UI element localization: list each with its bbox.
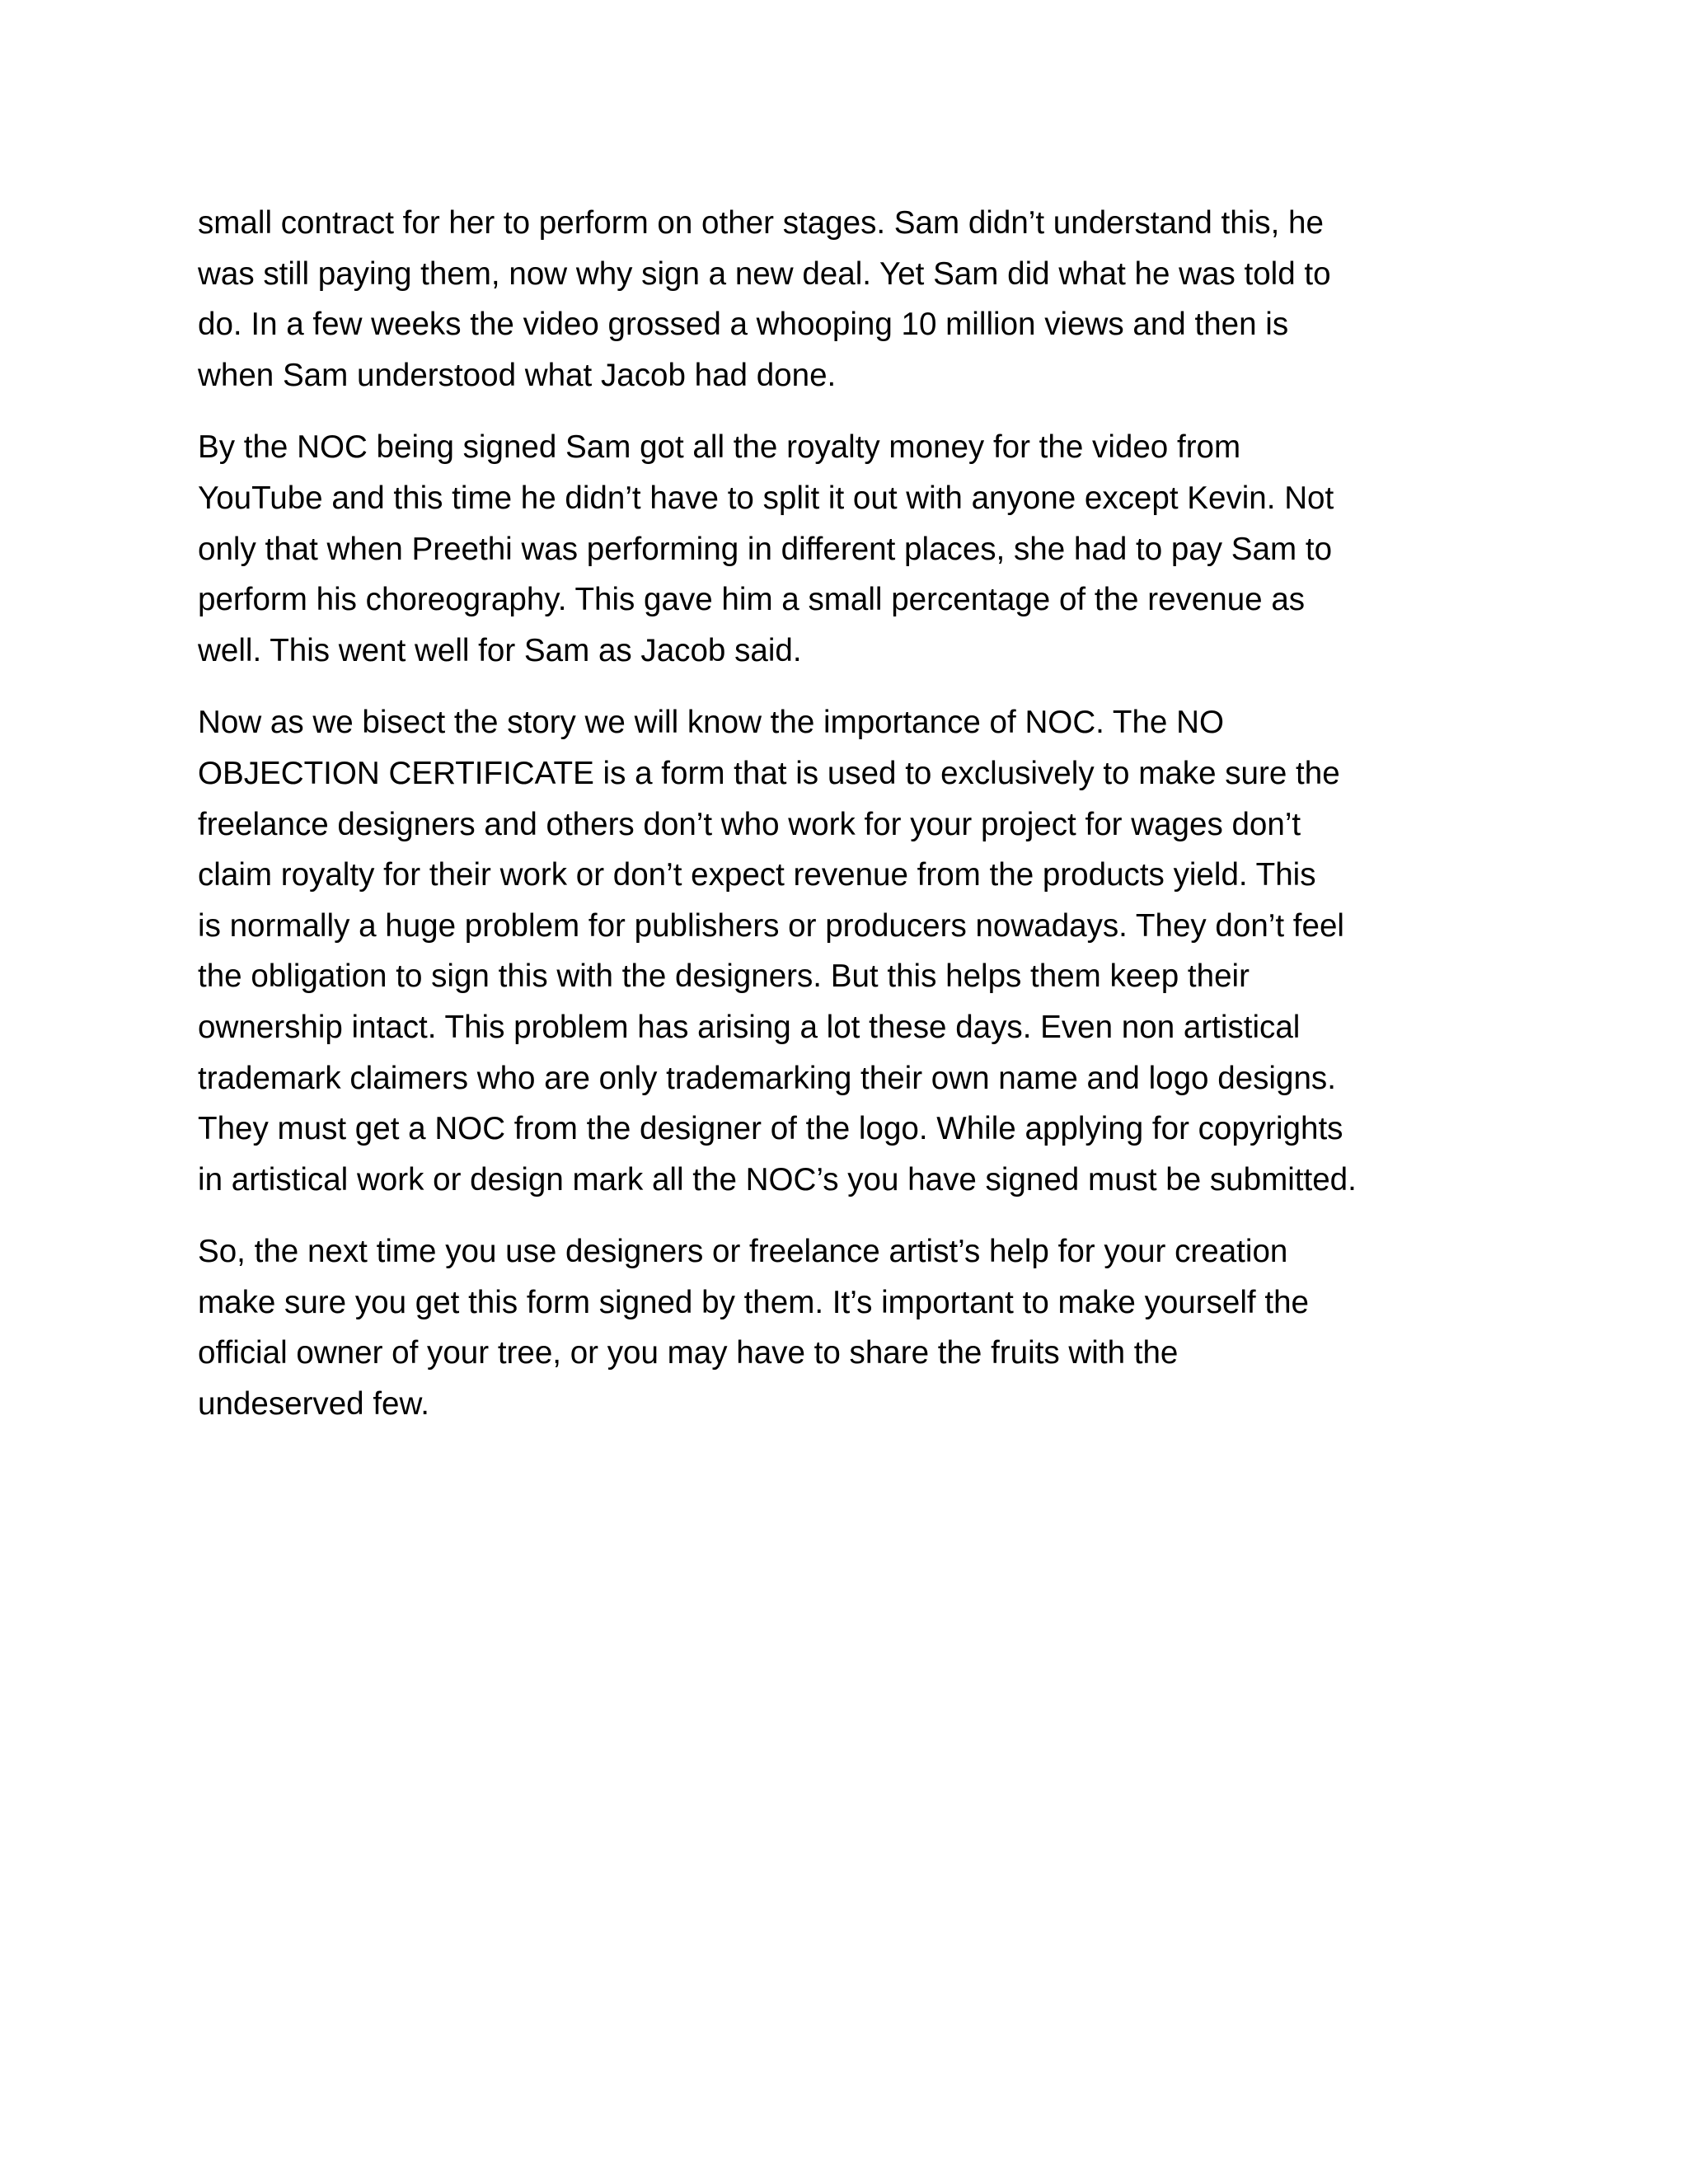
text-line: make sure you get this form signed by them. It’s important to make yourself the	[198, 1284, 1309, 1320]
paragraph-1	[198, 198, 1500, 401]
text-line: perform his choreography. This gave him a small percentage of the revenue as	[198, 582, 1306, 618]
paragraph-3	[198, 697, 1500, 1205]
text-line: undeserved few.	[198, 1386, 429, 1422]
document-body	[198, 198, 1500, 1451]
text-line: in artistical work or design mark all the NOC’s you have signed must be submitted.	[198, 1161, 1357, 1197]
text-line: small contract for her to perform on other stages. Sam didn’t understand this, he	[198, 205, 1324, 241]
text-line: By the NOC being signed Sam got all the royalty money for the video from	[198, 429, 1241, 466]
text-line: trademark claimers who are only trademarking their own name and logo designs.	[198, 1060, 1336, 1096]
text-line: claim royalty for their work or don’t expect revenue from the products yield. This	[198, 857, 1316, 893]
text-line: official owner of your tree, or you may have to share the fruits with the	[198, 1335, 1179, 1371]
text-line: do. In a few weeks the video grossed a whooping 10 million views and then is	[198, 307, 1289, 343]
text-line: only that when Preethi was performing in different places, she had to pay Sam to	[198, 531, 1333, 567]
text-line: when Sam understood what Jacob had done.	[198, 357, 837, 393]
text-line: ownership intact. This problem has arising a lot these days. Even non artistical	[198, 1009, 1301, 1045]
text-line: is normally a huge problem for publishers or producers nowadays. They don’t feel	[198, 907, 1344, 944]
paragraph-2	[198, 422, 1500, 676]
text-line: So, the next time you use designers or freelance artist’s help for your creation	[198, 1234, 1288, 1270]
text-line: Now as we bisect the story we will know the importance of NOC. The NO	[198, 705, 1224, 741]
text-line: well. This went well for Sam as Jacob said.	[198, 632, 802, 668]
text-line: YouTube and this time he didn’t have to split it out with anyone except Kevin. Not	[198, 480, 1334, 516]
paragraph-4	[198, 1226, 1500, 1429]
text-line: They must get a NOC from the designer of the logo. While applying for copyrights	[198, 1111, 1343, 1147]
text-line: freelance designers and others don’t who work for your project for wages don’t	[198, 806, 1301, 842]
text-line: was still paying them, now why sign a new deal. Yet Sam did what he was told to	[198, 255, 1331, 292]
text-line: OBJECTION CERTIFICATE is a form that is used to exclusively to make sure the	[198, 755, 1340, 791]
text-line: the obligation to sign this with the designers. But this helps them keep their	[198, 958, 1250, 995]
